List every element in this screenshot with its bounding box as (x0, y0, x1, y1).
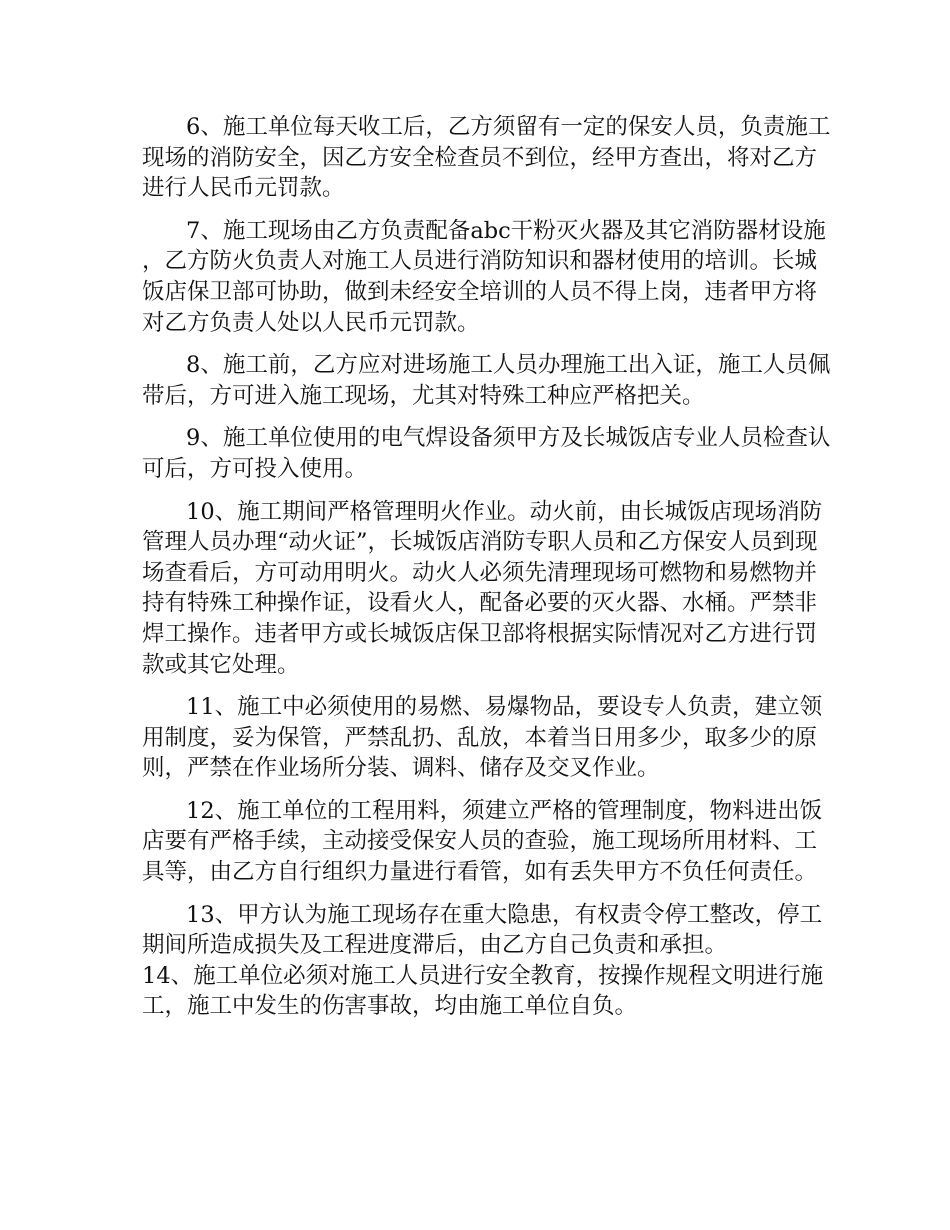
clause-8: 8、施工前，乙方应对进场施工人员办理施工出入证，施工人员佩带后，方可进入施工现场，尤其对特殊工种应严格把关。 (142, 352, 831, 409)
clause-12: 12、施工单位的工程用料，须建立严格的管理制度，物料进出饭店要有严格手续，主动接受保安人员的查验，施工现场所用材料、工具等，由乙方自行组织力量进行看管，如有丢失甲方不负任何责任。 (142, 797, 823, 886)
clause-14: 14、施工单位必须对施工人员进行安全教育，按操作规程文明进行施工，施工中发生的伤害事故，均由施工单位自负。 (142, 962, 824, 1020)
clause-9: 9、施工单位使用的电气焊设备须甲方及长城饭店专业人员检查认可后，方可投入使用。 (142, 425, 831, 482)
clause-7: 7、施工现场由乙方负责配备abc干粉灭火器及其它消防器材设施，乙方防火负责人对施工人员进行消防知识和器材使用的培训。长城饭店保卫部可协助，做到未经安全培训的人员不得上岗，违者甲方将对乙方负责人处以人民币元罚款。 (142, 217, 826, 336)
clause-13: 13、甲方认为施工现场存在重大隐患，有权责令停工整改，停工期间所造成损失及工程进度滞后，由乙方自己负责和承担。 (142, 901, 823, 959)
clause-6: 6、施工单位每天收工后，乙方须留有一定的保安人员，负责施工现场的消防安全，因乙方安全检查员不到位，经甲方查出，将对乙方进行人民币元罚款。 (142, 114, 831, 202)
clause-10: 10、施工期间严格管理明火作业。动火前，由长城饭店现场消防管理人员办理“动火证”，长城饭店消防专职人员和乙方保安人员到现场查看后，方可动用明火。动火人必须先清理现场可燃物和易燃物并持有特殊工种操作证，设看火人，配备必要的灭火器、水桶。严禁非焊工操作。违者甲方或长城饭店保卫部将根据实际情况对乙方进行罚款或其它处理。 (142, 498, 823, 678)
clause-11: 11、施工中必须使用的易燃、易爆物品，要设专人负责，建立领用制度，妥为保管，严禁乱扔、乱放，本着当日用多少，取多少的原则，严禁在作业场所分装、调料、储存及交叉作业。 (142, 694, 823, 782)
document-body (142, 112, 832, 1022)
